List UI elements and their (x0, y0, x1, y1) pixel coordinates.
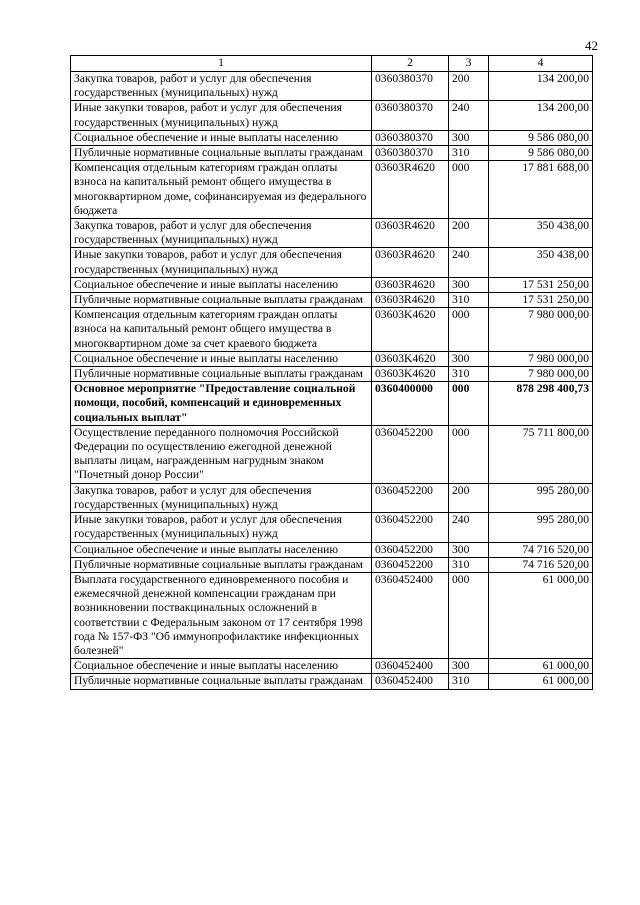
row-amount-cell: 350 438,00 (489, 219, 593, 248)
row-code-cell: 0360400000 (372, 382, 449, 426)
row-code-cell: 0360452200 (372, 425, 449, 483)
row-amount-cell: 7 980 000,00 (489, 351, 593, 366)
row-name-cell: Социальное обеспечение и иные выплаты населению (71, 130, 372, 145)
row-amount-cell: 995 280,00 (489, 513, 593, 542)
row-name-cell: Закупка товаров, работ и услуг для обеспечения государственных (муниципальных) нужд (71, 72, 372, 101)
row-amount-cell: 75 711 800,00 (489, 425, 593, 483)
row-name-cell: Публичные нормативные социальные выплаты гражданам (71, 557, 372, 572)
row-amount-cell: 74 716 520,00 (489, 557, 593, 572)
table-row (71, 308, 593, 352)
row-name-cell: Социальное обеспечение и иные выплаты населению (71, 351, 372, 366)
budget-table (70, 55, 593, 690)
row-amount-cell: 61 000,00 (489, 659, 593, 674)
row-type-cell: 000 (449, 425, 489, 483)
table-row (71, 72, 593, 101)
row-type-cell: 000 (449, 382, 489, 426)
row-type-cell: 310 (449, 367, 489, 382)
table-row (71, 382, 593, 426)
table-header (71, 56, 593, 72)
row-type-cell: 000 (449, 161, 489, 219)
row-type-cell: 000 (449, 572, 489, 658)
row-amount-cell: 17 531 250,00 (489, 293, 593, 308)
row-amount-cell: 9 586 080,00 (489, 130, 593, 145)
row-name-cell: Основное мероприятие "Предоставление социальной помощи, пособий, компенсаций и единовременных социальных выплат" (71, 382, 372, 426)
table-row (71, 146, 593, 161)
row-amount-cell: 17 881 688,00 (489, 161, 593, 219)
row-amount-cell: 134 200,00 (489, 72, 593, 101)
row-type-cell: 300 (449, 659, 489, 674)
header-col-3: 3 (449, 56, 489, 72)
row-amount-cell: 61 000,00 (489, 674, 593, 689)
row-code-cell: 0360452200 (372, 513, 449, 542)
header-row (71, 56, 593, 72)
row-amount-cell: 134 200,00 (489, 101, 593, 130)
row-type-cell: 310 (449, 557, 489, 572)
table-row (71, 572, 593, 658)
row-type-cell: 310 (449, 293, 489, 308)
table-row (71, 101, 593, 130)
table-row (71, 513, 593, 542)
header-col-1: 1 (71, 56, 372, 72)
row-name-cell: Публичные нормативные социальные выплаты гражданам (71, 367, 372, 382)
row-type-cell: 310 (449, 674, 489, 689)
row-type-cell: 000 (449, 308, 489, 352)
row-type-cell: 300 (449, 542, 489, 557)
row-name-cell: Осуществление переданного полномочия Российской Федерации по осуществлению ежегодной денежной выплаты лицам, награжденным нагрудным знаком "Почетный донор России" (71, 425, 372, 483)
row-code-cell: 03603K4620 (372, 351, 449, 366)
row-amount-cell: 61 000,00 (489, 572, 593, 658)
row-name-cell: Иные закупки товаров, работ и услуг для обеспечения государственных (муниципальных) нужд (71, 101, 372, 130)
row-name-cell: Закупка товаров, работ и услуг для обеспечения государственных (муниципальных) нужд (71, 219, 372, 248)
table-row (71, 130, 593, 145)
row-code-cell: 0360380370 (372, 72, 449, 101)
row-type-cell: 300 (449, 277, 489, 292)
header-col-2: 2 (372, 56, 449, 72)
row-amount-cell: 7 980 000,00 (489, 367, 593, 382)
row-code-cell: 0360380370 (372, 130, 449, 145)
table-row (71, 425, 593, 483)
row-code-cell: 03603R4620 (372, 277, 449, 292)
table-row (71, 542, 593, 557)
row-name-cell: Публичные нормативные социальные выплаты гражданам (71, 674, 372, 689)
table-row (71, 674, 593, 689)
header-col-4: 4 (489, 56, 593, 72)
row-type-cell: 240 (449, 248, 489, 277)
table-row (71, 277, 593, 292)
row-type-cell: 240 (449, 101, 489, 130)
row-code-cell: 0360380370 (372, 101, 449, 130)
row-code-cell: 03603R4620 (372, 248, 449, 277)
row-amount-cell: 878 298 400,73 (489, 382, 593, 426)
table-row (71, 219, 593, 248)
table-row (71, 367, 593, 382)
row-type-cell: 200 (449, 219, 489, 248)
row-type-cell: 200 (449, 72, 489, 101)
row-amount-cell: 9 586 080,00 (489, 146, 593, 161)
table-row (71, 557, 593, 572)
row-name-cell: Иные закупки товаров, работ и услуг для обеспечения государственных (муниципальных) нужд (71, 513, 372, 542)
table-row (71, 293, 593, 308)
page-number: 42 (585, 38, 598, 53)
table-row (71, 248, 593, 277)
row-name-cell: Публичные нормативные социальные выплаты гражданам (71, 146, 372, 161)
row-name-cell: Иные закупки товаров, работ и услуг для обеспечения государственных (муниципальных) нужд (71, 248, 372, 277)
row-type-cell: 200 (449, 483, 489, 512)
row-code-cell: 03603K4620 (372, 367, 449, 382)
row-amount-cell: 995 280,00 (489, 483, 593, 512)
row-code-cell: 0360380370 (372, 146, 449, 161)
row-name-cell: Социальное обеспечение и иные выплаты населению (71, 277, 372, 292)
row-code-cell: 0360452400 (372, 659, 449, 674)
row-code-cell: 0360452200 (372, 483, 449, 512)
row-code-cell: 0360452200 (372, 542, 449, 557)
row-name-cell: Компенсация отдельным категориям граждан оплаты взноса на капитальный ремонт общего имущества в многоквартирном доме за счет краевого бюджета (71, 308, 372, 352)
table-row (71, 483, 593, 512)
row-name-cell: Закупка товаров, работ и услуг для обеспечения государственных (муниципальных) нужд (71, 483, 372, 512)
table-row (71, 161, 593, 219)
row-type-cell: 300 (449, 351, 489, 366)
row-code-cell: 03603R4620 (372, 219, 449, 248)
row-code-cell: 0360452400 (372, 674, 449, 689)
row-amount-cell: 74 716 520,00 (489, 542, 593, 557)
row-name-cell: Публичные нормативные социальные выплаты гражданам (71, 293, 372, 308)
row-code-cell: 03603R4620 (372, 161, 449, 219)
row-name-cell: Компенсация отдельным категориям граждан оплаты взноса на капитальный ремонт общего имущества в многоквартирном доме, софинансируемая из федерального бюджета (71, 161, 372, 219)
row-amount-cell: 7 980 000,00 (489, 308, 593, 352)
row-amount-cell: 350 438,00 (489, 248, 593, 277)
row-name-cell: Выплата государственного единовременного пособия и ежемесячной денежной компенсации гражданам при возникновении поствакцинальных осложнений в соответствии с Федеральным законом от 17 сентября 1998 года № 157-ФЗ "Об иммунопрофилактике инфекционных болезней" (71, 572, 372, 658)
row-type-cell: 300 (449, 130, 489, 145)
row-type-cell: 240 (449, 513, 489, 542)
row-amount-cell: 17 531 250,00 (489, 277, 593, 292)
row-type-cell: 310 (449, 146, 489, 161)
row-code-cell: 03603R4620 (372, 293, 449, 308)
row-code-cell: 0360452200 (372, 557, 449, 572)
table-body (71, 72, 593, 690)
table-row (71, 659, 593, 674)
row-code-cell: 0360452400 (372, 572, 449, 658)
row-name-cell: Социальное обеспечение и иные выплаты населению (71, 659, 372, 674)
row-name-cell: Социальное обеспечение и иные выплаты населению (71, 542, 372, 557)
row-code-cell: 03603K4620 (372, 308, 449, 352)
table-row (71, 351, 593, 366)
